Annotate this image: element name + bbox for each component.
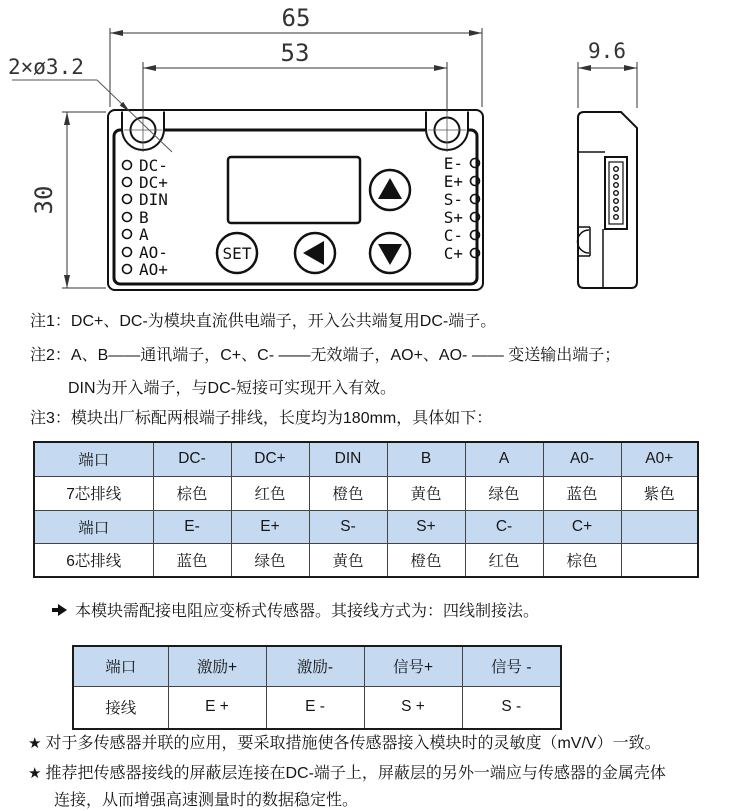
table-header-cell	[621, 510, 698, 543]
note-2b: DIN为开入端子，与DC-短接可实现开入有效。	[68, 380, 396, 397]
table-cell: S +	[364, 686, 462, 729]
table-cell: 橙色	[309, 476, 387, 510]
display-window	[228, 157, 360, 223]
dimension-53	[143, 39, 447, 112]
terminal-label-a: A	[139, 225, 149, 244]
terminal-label-c-minus: C-	[443, 226, 463, 245]
terminal-label-e-minus: E-	[443, 154, 463, 173]
note-2: 注2：A、B——通讯端子，C+、C- ——无效端子，AO+、AO- —— 变送输出端子；	[30, 347, 621, 364]
terminal-label-s-plus: S+	[443, 208, 463, 227]
table-header-cell: 端口	[73, 646, 168, 686]
table-header-cell: A	[465, 442, 543, 476]
table-cell: 6芯排线	[34, 543, 153, 577]
terminal-label-s-minus: S-	[443, 190, 463, 209]
side-connector	[605, 157, 627, 229]
terminal-label-e-plus: E+	[443, 172, 463, 191]
table-header-cell: DC-	[153, 442, 231, 476]
table-header-cell: DC+	[231, 442, 309, 476]
table-header-cell: 信号+	[364, 646, 462, 686]
table-header-cell: 信号 -	[462, 646, 561, 686]
star-note-1-text: 对于多传感器并联的应用，要采取措施使各传感器接入模块时的灵敏度（mV/V）一致。	[45, 735, 661, 752]
terminal-label-dc-minus: DC-	[139, 156, 168, 175]
sensor-type-note	[52, 598, 539, 621]
table-header-cell: A0+	[621, 442, 698, 476]
wiring-color-table	[33, 441, 699, 578]
module-technical-drawing	[0, 0, 752, 300]
table-cell: E -	[266, 686, 364, 729]
table1-header-row-7pin	[34, 442, 698, 476]
table-header-cell: A0-	[543, 442, 621, 476]
sensor-type-note-text: 本模块需配接电阻应变桥式传感器。其接线方式为：四线制接法。	[75, 603, 540, 620]
hole-callout-label: 2×ø3.2	[8, 55, 84, 79]
table-cell: 绿色	[465, 476, 543, 510]
table-cell: 7芯排线	[34, 476, 153, 510]
table-cell: S -	[462, 686, 561, 729]
table-cell: 黄色	[309, 543, 387, 577]
star-icon: ★	[28, 735, 42, 752]
terminal-label-c-plus: C+	[443, 244, 463, 263]
dim-outer-width: 65	[281, 4, 311, 32]
table-cell: 黄色	[387, 476, 465, 510]
table-cell: 紫色	[621, 476, 698, 510]
table-header-cell: 端口	[34, 510, 153, 543]
table1-header-row-6pin	[34, 510, 698, 543]
dim-depth: 9.6	[588, 39, 626, 63]
table-header-cell: 激励+	[168, 646, 266, 686]
table-header-cell: E-	[153, 510, 231, 543]
table2-header-row	[73, 646, 561, 686]
table-header-cell: S-	[309, 510, 387, 543]
table-cell: 棕色	[153, 476, 231, 510]
star-icon: ★	[28, 765, 42, 782]
arrow-right-icon	[52, 603, 68, 617]
note-3: 注3：模块出厂标配两根端子排线，长度均为180mm，具体如下：	[30, 410, 493, 427]
table1-data-row-6pin	[34, 543, 698, 577]
table-header-cell: C+	[543, 510, 621, 543]
table-header-cell: S+	[387, 510, 465, 543]
set-button	[217, 233, 257, 273]
four-wire-table	[72, 645, 562, 730]
up-button	[370, 170, 410, 210]
star-note-2-text: 推荐把传感器接线的屏蔽层连接在DC-端子上，屏蔽层的另外一端应与传感器的金属壳体	[45, 765, 666, 782]
table1-data-row-7pin	[34, 476, 698, 510]
table-cell: 绿色	[231, 543, 309, 577]
dimension-9-6	[578, 39, 637, 108]
side-view	[578, 112, 638, 288]
dim-hole-span: 53	[280, 39, 310, 67]
terminal-label-dc-plus: DC+	[139, 173, 168, 192]
table-cell: 蓝色	[153, 543, 231, 577]
note-1: 注1：DC+、DC-为模块直流供电端子，开入公共端复用DC-端子。	[30, 313, 497, 330]
star-note-2-continued: 连接，从而增强高速测量时的数据稳定性。	[54, 792, 359, 809]
table-header-cell: E+	[231, 510, 309, 543]
table2-data-row	[73, 686, 561, 729]
left-button	[295, 233, 335, 273]
down-button	[370, 233, 410, 273]
table-cell: 红色	[231, 476, 309, 510]
table-header-cell: DIN	[309, 442, 387, 476]
table-cell: 橙色	[387, 543, 465, 577]
terminal-label-ao-minus: AO-	[139, 243, 168, 262]
table-cell	[621, 543, 698, 577]
table-header-cell: B	[387, 442, 465, 476]
table-cell: 接线	[73, 686, 168, 729]
star-note-2	[28, 763, 666, 785]
terminal-label-ao-plus: AO+	[139, 260, 168, 279]
set-button-label: SET	[222, 244, 252, 263]
table-cell: 蓝色	[543, 476, 621, 510]
front-view	[108, 108, 483, 290]
table-header-cell: C-	[465, 510, 543, 543]
table-header-cell: 激励-	[266, 646, 364, 686]
table-cell: 红色	[465, 543, 543, 577]
terminal-label-din: DIN	[139, 190, 168, 209]
dim-height: 30	[30, 185, 58, 215]
table-cell: E +	[168, 686, 266, 729]
star-note-1	[28, 733, 661, 755]
table-cell: 棕色	[543, 543, 621, 577]
dimension-30	[30, 112, 106, 288]
table-header-cell: 端口	[34, 442, 153, 476]
terminal-label-b: B	[139, 208, 149, 227]
